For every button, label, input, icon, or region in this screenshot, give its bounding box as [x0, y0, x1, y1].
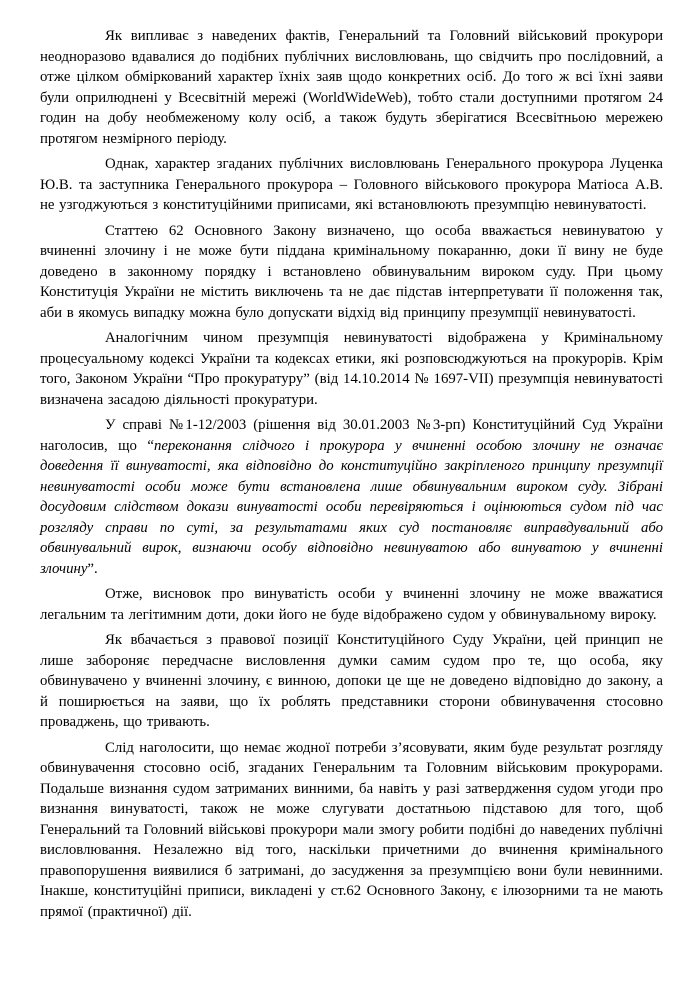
paragraph-lutsenko-matios: Однак, характер згаданих публічних висловлювань Генерального прокурора Луценка Ю.В. та заступника Генерального прокурора – Головного військового прокурора Матіоса А.В. не узгоджуються з конституційними приписами, які встановлюють презумпцію невинуватості. — [40, 156, 663, 213]
quote-lead-in: У справі №1-12/2003 (рішення від 30.01.2003 №3-рп) Конституційний Суд України наголосив, що “ — [40, 417, 663, 454]
quote-closing: ”. — [87, 560, 98, 577]
paragraph-criminal-procedure-code: Аналогічним чином презумпція невинуватості відображена у Кримінальному процесуальному кодексі України та кодексах етики, які розповсюджуються на прокурорів. Крім того, Законом України “Про прокуратуру” (від 14.10.2014 № 1697-VII) презумпція невинуватості визначена засадою діяльності прокуратури. — [40, 330, 663, 408]
quote-italic-body: переконання слідчого і прокурора у вчиненні особою злочину не означає доведення її винуватості, яка відповідно до конституційно закріпленого принципу презумпції невинуватості особи може бути встановлена лише обвинувальним вироком суду. Зібрані досудовим слідством докази винуватості особи перевіряються і оцінюються судом під час розгляду справи по суті, за результатами яких суд постановляє виправдувальний або обвинувальний вирок, визнаючи особу відповідно невинуватою або винуватою у вчиненні злочину — [40, 437, 663, 577]
paragraph-conclusion-legality: Отже, висновок про винуватість особи у вчиненні злочину не може вважатися легальним та легітимним доти, доки його не буде відображено судом у обвинувальному вироку. — [40, 586, 663, 623]
paragraph-final-emphasis: Слід наголосити, що немає жодної потреби з’ясовувати, яким буде результат розгляду обвинувачення стосовно осіб, згаданих Генеральним та Головним військовим прокурорами. Подальше визнання судом затриманих винними, ба навіть у разі затвердження судом угоди про визнання винуватості, також не може слугувати достатньою підставою для того, щоб Генеральний та Головний військові прокурори мали змогу робити подібні до наведених публічні висловлювання. Незалежно від того, наскільки причетними до вчинення кримінального правопорушення виявилися б затримані, до засудження за презумпцією вони були невинними. Інакше, конституційні приписи, викладені у ст.62 Основного Закону, є ілюзорними та не мають прямої (практичної) дії. — [40, 739, 663, 920]
paragraph-article-62: Статтею 62 Основного Закону визначено, що особа вважається невинуватою у вчиненні злочину і не може бути піддана кримінальному покаранню, доки її вину не буде доведено в законному порядку і встановлено обвинувальним вироком суду. При цьому Конституція України не містить виключень та не дає підстав інтерпретувати її положення так, аби в якомусь випадку можна було допускати відхід від принципу презумпції невинуватості. — [40, 222, 663, 321]
paragraph-constitutional-court-quote — [40, 415, 663, 579]
paragraph-legal-position-principle: Як вбачається з правової позиції Конституційного Суду України, цей принцип не лише забороняє передчасне висловлення думки самим судом про те, що особа, яку обвинувачено у вчиненні злочину, є винною, допоки це ще не доведено відповідно до закону, а й поширюється на заяви, що їх роблять представники сторони обвинувачення стосовно проваджень, що тривають. — [40, 632, 663, 730]
paragraph-facts-public-statements: Як випливає з наведених фактів, Генеральний та Головний військовий прокурори неодноразово вдавалися до подібних публічних висловлювань, що свідчить про послідовний, а отже цілком обміркований характер їхніх заяв щодо конкретних осіб. До того ж всі їхні заяви були оприлюднені у Всесвітній мережі (WorldWideWeb), тобто стали доступними протягом 24 годин на добу необмеженому колу осіб, а також будуть зберігатися Всесвітньою мережею протягом незмірного періоду. — [40, 28, 663, 147]
